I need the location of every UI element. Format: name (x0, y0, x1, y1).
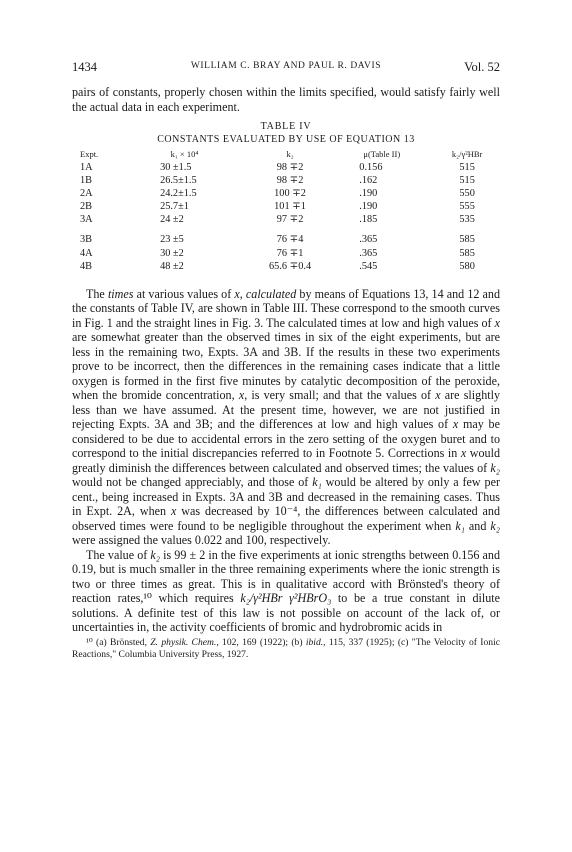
cell-k2: 98 ∓2 (276, 175, 304, 187)
cell-expt: 4B (80, 260, 93, 272)
cell-mu: 0.156 (359, 162, 383, 173)
cell-mu: .162 (359, 175, 378, 187)
volume-number: Vol. 52 (464, 60, 500, 74)
cell-k2: 97 ∓2 (276, 214, 304, 226)
cell-ratio: 585 (459, 234, 475, 246)
table-title: TABLE IV (260, 121, 312, 132)
table-row (72, 247, 500, 260)
constants-table (72, 148, 500, 273)
cell-k2: 76 ∓4 (276, 234, 304, 246)
cell-ratio: 515 (459, 175, 475, 187)
table-body (72, 161, 500, 273)
cell-k2: 65.6 ∓0.4 (269, 260, 312, 272)
running-authors: WILLIAM C. BRAY AND PAUL R. DAVIS (190, 61, 382, 71)
cell-k2: 100 ∓2 (274, 188, 306, 200)
cell-ratio: 515 (459, 162, 475, 173)
cell-expt: 4A (80, 247, 93, 259)
cell-k1: 24.2±1.5 (160, 188, 197, 200)
footnote-10: ¹⁰ (a) Brönsted, Z. physik. Chem., 102, 169 (1922); (b) ibid., 115, 337 (1925); (c) "The Velocity of Ionic Reactions," Columbia University Press, 1927. (72, 636, 500, 660)
table-row (72, 213, 500, 226)
cell-mu: .185 (359, 214, 378, 226)
journal-page (72, 60, 500, 661)
cell-mu: .545 (359, 260, 378, 272)
table-caption: CONSTANTS EVALUATED BY USE OF EQUATION 13 (157, 134, 415, 145)
col-header-mu: μ(Table II) (363, 149, 401, 159)
cell-k1: 23 ±5 (160, 234, 184, 246)
table-row (72, 161, 500, 174)
cell-k1: 48 ±2 (160, 260, 184, 272)
cell-k2: 101 ∓1 (274, 201, 306, 213)
intro-paragraph: pairs of constants, properly chosen within the limits specified, would satisfy fairly well the actual data in each experiment. (72, 85, 500, 114)
cell-ratio: 535 (459, 214, 475, 226)
table-row (72, 200, 500, 213)
cell-expt: 1A (80, 162, 93, 173)
cell-k1: 25.7±1 (160, 201, 189, 213)
table-row (72, 187, 500, 200)
cell-k1: 24 ±2 (160, 214, 184, 226)
cell-k2: 76 ∓1 (276, 247, 304, 259)
table-row (72, 260, 500, 273)
cell-mu: .365 (359, 247, 378, 259)
cell-k1: 26.5±1.5 (160, 175, 197, 187)
col-header-k1: k₁ × 10⁴ (170, 149, 199, 159)
cell-ratio: 585 (459, 247, 475, 259)
paragraph-k2-value: The value of k₂ is 99 ± 2 in the five experiments at ionic strengths between 0.156 and 0.19, but is much smaller in the three remaining experiments where the ionic strength is two or three times as great. This is in qualitative accord with Brönsted's theory of reaction rates,¹⁰ which requires k₂/γ²HBr γ²HBrO₃ to be a true constant in dilute solutions. A definite test of this law is not possible on account of the lack of, or uncertainties in, the activity coefficients of bromic and hydrobromic acids in (72, 547, 500, 635)
col-header-ratio: k₂/γ²HBr (451, 149, 483, 159)
cell-k1: 30 ±1.5 (160, 162, 192, 173)
col-header-k2: k₂ (286, 149, 294, 159)
cell-ratio: 580 (459, 260, 475, 272)
paragraph-times: The times at various values of x, calculated by means of Equations 13, 14 and 12 and the constants of Table IV, are shown in Table III. These correspond to the smooth curves in Fig. 1 and the straight lines in Fig. 3. The calculated times at low and high values of x are somewhat greater than the observed times in six of the eight experiments, but are less in the remaining two, Expts. 3A and 3B. If the results in these two experiments prove to be incorrect, then the differences in the remaining cases indicate that a little oxygen is formed in the first five minutes by catalytic decomposition of the peroxide, when the bromide concentration, x, is very small; and that the values of x are slightly less than we have assumed. At the present time, however, we are not justified in rejecting Expts. 3A and 3B; and the differences at low and high values of x may be considered to be due to accidental errors in the zero setting of the oxygen buret and to correspond to the initial discrepancies referred to in Footnote 5. Corrections in x would greatly diminish the differences between calculated and observed times; the values of k₂ would not be changed appreciably, and those of k₁ would be altered by only a few per cent., being increased in Expts. 3A and 3B and decreased in the remaining cases. Thus in Expt. 2A, when x was decreased by 10⁻⁴, the differences between calculated and observed times were found to be negligible throughout the experiment when k₁ and k₂ were assigned the values 0.022 and 100, respectively. (72, 286, 501, 548)
table-row (72, 233, 500, 246)
cell-mu: .190 (359, 201, 378, 213)
cell-expt: 3A (80, 214, 93, 226)
table-group-gap (72, 226, 500, 233)
cell-expt: 2B (80, 201, 93, 213)
cell-mu: .365 (359, 234, 378, 246)
page-number: 1434 (72, 60, 97, 74)
cell-expt: 1B (80, 175, 93, 187)
cell-k1: 30 ±2 (160, 247, 184, 259)
table-header-row (72, 148, 500, 161)
running-header (72, 60, 500, 76)
cell-ratio: 550 (459, 188, 475, 200)
table-row (72, 174, 500, 187)
cell-expt: 3B (80, 234, 93, 246)
cell-expt: 2A (80, 188, 93, 200)
col-header-expt: Expt. (80, 149, 99, 159)
cell-k2: 98 ∓2 (276, 162, 304, 173)
cell-mu: .190 (359, 188, 378, 200)
cell-ratio: 555 (459, 201, 475, 213)
